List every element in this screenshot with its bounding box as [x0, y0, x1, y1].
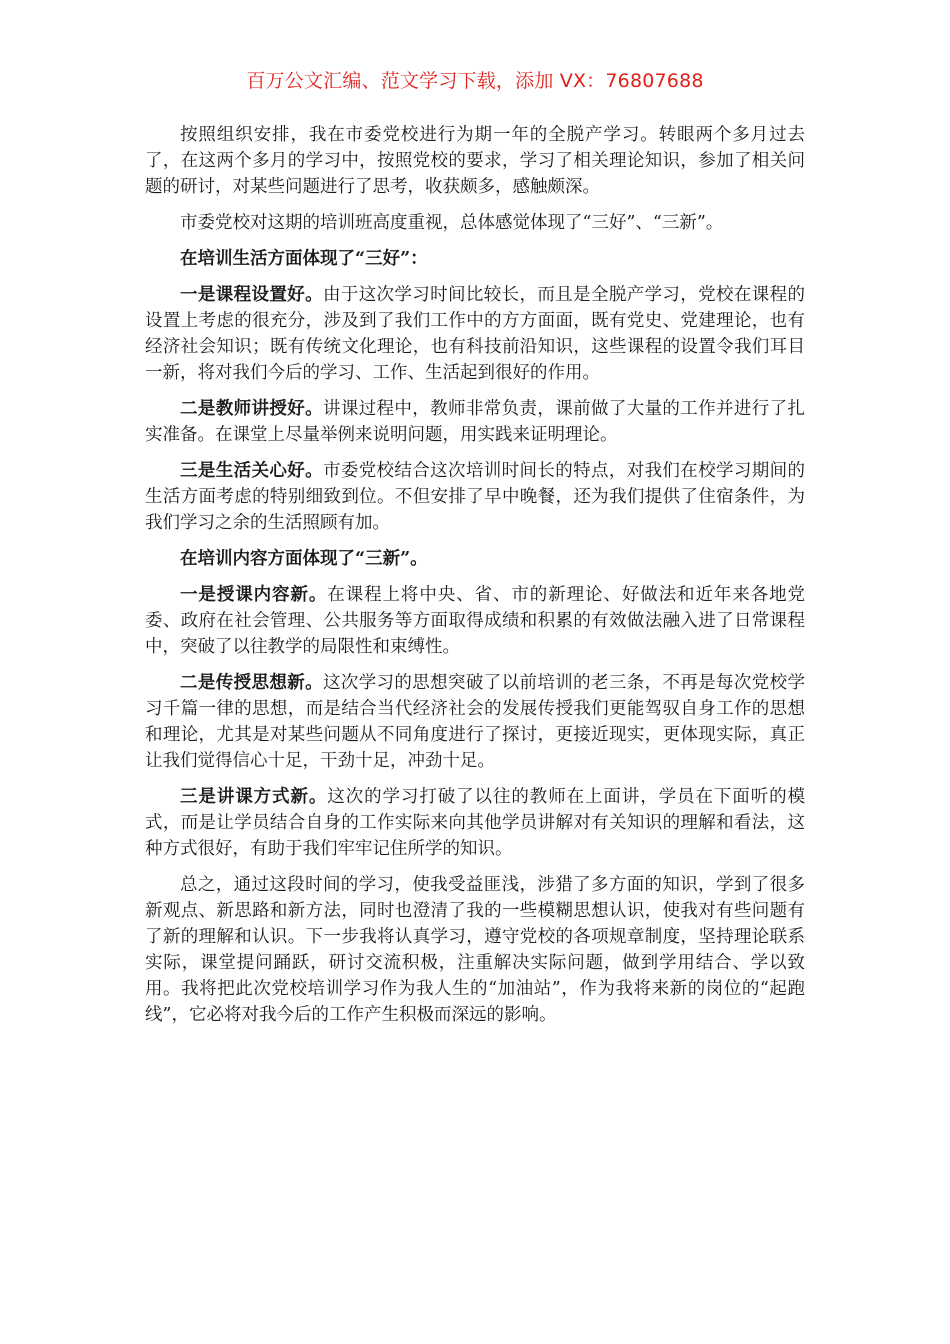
paragraph-summary	[145, 210, 805, 236]
paragraph-conclusion	[145, 872, 805, 1028]
document-body	[145, 122, 805, 1038]
paragraph-lead: 在培训内容方面体现了“三新”。	[180, 549, 428, 569]
paragraph-intro	[145, 122, 805, 200]
paragraph-lead: 三是生活关心好。	[180, 461, 323, 481]
header-watermark-text: 百万公文汇编、范文学习下载，添加 VX：76807688	[246, 70, 704, 92]
paragraph-text: 市委党校对这期的培训班高度重视，总体感觉体现了“三好”、“三新”。	[180, 213, 724, 233]
paragraph-living-care	[145, 458, 805, 536]
paragraph-lead: 三是讲课方式新。	[180, 787, 328, 807]
paragraph-teaching	[145, 396, 805, 448]
paragraph-method-new	[145, 784, 805, 862]
paragraph-text: 总之，通过这段时间的学习，使我受益匪浅，涉猎了多方面的知识，学到了很多新观点、新思路和新方法，同时也澄清了我的一些模糊思想认识，使我对有些问题有了新的理解和认识。下一步我将认真学习，遵守党校的各项规章制度，坚持理论联系实际，课堂提问踊跃，研讨交流积极，注重解决实际问题，做到学用结合、学以致用。我将把此次党校培训学习作为我人生的“加油站”，作为我将来新的岗位的“起跑线”，它必将对我今后的工作产生积极而深远的影响。	[145, 875, 805, 1025]
paragraph-content-new	[145, 582, 805, 660]
section-heading-three-goods	[145, 246, 805, 272]
paragraph-lead: 二是传授思想新。	[180, 673, 323, 693]
paragraph-lead: 在培训生活方面体现了“三好”：	[180, 249, 428, 269]
paragraph-lead: 一是授课内容新。	[180, 585, 328, 605]
paragraph-text: 这次的学习打破了以往的教师在上面讲，学员在下面听的模式，而是让学员结合自身的工作实际来向其他学员讲解对有关知识的理解和看法，这种方式很好，有助于我们牢牢记住所学的知识。	[145, 787, 806, 859]
paragraph-text: 由于这次学习时间比较长，而且是全脱产学习，党校在课程的设置上考虑的很充分，涉及到了我们工作中的方方面面，既有党史、党建理论，也有经济社会知识；既有传统文化理论，也有科技前沿知识，这些课程的设置令我们耳目一新，将对我们今后的学习、工作、生活起到很好的作用。	[145, 285, 806, 383]
paragraph-text: 按照组织安排，我在市委党校进行为期一年的全脱产学习。转眼两个多月过去了，在这两个多月的学习中，按照党校的要求，学习了相关理论知识，参加了相关问题的研讨，对某些问题进行了思考，收获颇多，感触颇深。	[145, 125, 805, 197]
section-heading-three-news	[145, 546, 805, 572]
paragraph-text: 讲课过程中，教师非常负责，课前做了大量的工作并进行了扎实准备。在课堂上尽量举例来说明问题，用实践来证明理论。	[145, 399, 806, 445]
paragraph-lead: 二是教师讲授好。	[180, 399, 323, 419]
paragraph-text: 这次学习的思想突破了以前培训的老三条，不再是每次党校学习千篇一律的思想，而是结合当代经济社会的发展传授我们更能驾驭自身工作的思想和理论，尤其是对某些问题从不同角度进行了探讨，更接近现实，更体现实际，真正让我们觉得信心十足，干劲十足，冲劲十足。	[145, 673, 806, 771]
paragraph-text: 市委党校结合这次培训时间长的特点，对我们在校学习期间的生活方面考虑的特别细致到位。不但安排了早中晚餐，还为我们提供了住宿条件，为我们学习之余的生活照顾有加。	[145, 461, 806, 533]
paragraph-course-setup	[145, 282, 805, 386]
paragraph-text: 在课程上将中央、省、市的新理论、好做法和近年来各地党委、政府在社会管理、公共服务等方面取得成绩和积累的有效做法融入进了日常课程中，突破了以往教学的局限性和束缚性。	[145, 585, 806, 657]
paragraph-thought-new	[145, 670, 805, 774]
paragraph-lead: 一是课程设置好。	[180, 285, 323, 305]
